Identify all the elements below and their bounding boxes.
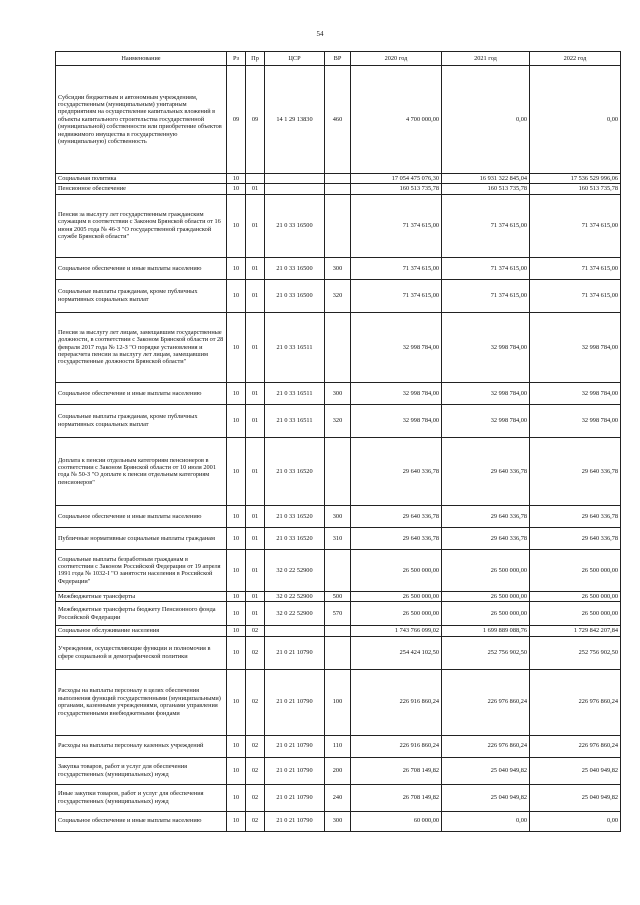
cell-vr	[325, 437, 351, 505]
cell-2021: 26 500 000,00	[442, 591, 530, 601]
cell-csr: 32 0 22 52900	[265, 591, 325, 601]
table-row	[56, 184, 621, 194]
table-row	[56, 602, 621, 626]
cell-pr: 01	[246, 257, 265, 279]
cell-vr: 240	[325, 784, 351, 811]
cell-2020: 26 708 149,82	[351, 784, 442, 811]
table-row	[56, 194, 621, 257]
cell-2022: 32 998 784,00	[530, 404, 621, 437]
cell-vr: 320	[325, 404, 351, 437]
cell-name: Расходы на выплаты персоналу казенных учреждений	[56, 735, 227, 757]
cell-2020: 254 424 102,50	[351, 636, 442, 669]
cell-vr: 300	[325, 257, 351, 279]
cell-rz: 10	[227, 626, 246, 636]
cell-name: Учреждения, осуществляющие функции и полномочия в сфере социальной и демографической политики	[56, 636, 227, 669]
cell-name: Субсидии бюджетным и автономным учреждениям, государственным (муниципальным) унитарным предприятиям на осуществление капитальных вложений в объекты капитального строительства государственной (муниципальной) собственности или приобретение объектов недвижимого имущества в государственную (муниципальную) собственность	[56, 66, 227, 174]
cell-vr	[325, 549, 351, 591]
cell-2021: 32 998 784,00	[442, 382, 530, 404]
table-row	[56, 174, 621, 184]
col-header-rz: Рз	[227, 52, 246, 66]
cell-name: Межбюджетные трансферты	[56, 591, 227, 601]
cell-2020: 32 998 784,00	[351, 312, 442, 382]
cell-2021: 32 998 784,00	[442, 312, 530, 382]
cell-2020: 26 500 000,00	[351, 591, 442, 601]
cell-2021: 0,00	[442, 811, 530, 831]
cell-pr: 01	[246, 602, 265, 626]
table-row	[56, 312, 621, 382]
cell-rz: 10	[227, 636, 246, 669]
cell-pr: 01	[246, 312, 265, 382]
cell-2021: 26 500 000,00	[442, 602, 530, 626]
cell-name: Пенсия за выслугу лет лицам, замещавшим государственные должности, в соответствии с Законом Брянской области от 28 февраля 2017 года № 12-З "О порядке установления и перерасчета пенсии за выслугу лет лицам, замещавшим государственные должности Брянской области"	[56, 312, 227, 382]
table-row	[56, 66, 621, 174]
cell-rz: 10	[227, 279, 246, 312]
cell-vr	[325, 626, 351, 636]
cell-2021: 160 513 735,78	[442, 184, 530, 194]
cell-2022: 71 374 615,00	[530, 257, 621, 279]
cell-csr: 21 0 21 10790	[265, 636, 325, 669]
cell-rz: 10	[227, 257, 246, 279]
cell-rz: 10	[227, 312, 246, 382]
budget-table	[55, 51, 621, 832]
cell-vr	[325, 312, 351, 382]
table-row	[56, 626, 621, 636]
cell-2021: 29 640 336,78	[442, 527, 530, 549]
cell-2022: 226 976 860,24	[530, 735, 621, 757]
cell-2020: 29 640 336,78	[351, 527, 442, 549]
col-header-2021: 2021 год	[442, 52, 530, 66]
cell-2022: 26 500 000,00	[530, 549, 621, 591]
cell-2022: 32 998 784,00	[530, 312, 621, 382]
table-row	[56, 549, 621, 591]
cell-name: Доплата к пенсии отдельным категориям пенсионеров в соответствии с Законом Брянской области от 10 июля 2001 года № 50-З "О доплате к пенсии отдельным категориям пенсионеров"	[56, 437, 227, 505]
cell-rz: 10	[227, 404, 246, 437]
cell-name: Социальное обеспечение и иные выплаты населению	[56, 382, 227, 404]
cell-2020: 60 000,00	[351, 811, 442, 831]
table-row	[56, 404, 621, 437]
cell-csr: 21 0 33 16500	[265, 279, 325, 312]
table-row	[56, 735, 621, 757]
cell-vr: 300	[325, 382, 351, 404]
cell-2022: 1 729 842 207,84	[530, 626, 621, 636]
cell-csr: 21 0 21 10790	[265, 757, 325, 784]
cell-2022: 17 536 529 996,06	[530, 174, 621, 184]
cell-2020: 226 916 860,24	[351, 669, 442, 735]
cell-2021: 29 640 336,78	[442, 505, 530, 527]
cell-2022: 226 976 860,24	[530, 669, 621, 735]
cell-2022: 25 040 949,82	[530, 784, 621, 811]
cell-pr: 01	[246, 527, 265, 549]
table-row	[56, 437, 621, 505]
cell-2022: 29 640 336,78	[530, 437, 621, 505]
cell-name: Социальные выплаты гражданам, кроме публичных нормативных социальных выплат	[56, 279, 227, 312]
cell-2022: 252 756 902,50	[530, 636, 621, 669]
cell-pr: 02	[246, 757, 265, 784]
col-header-vr: ВР	[325, 52, 351, 66]
cell-pr: 01	[246, 382, 265, 404]
cell-2020: 71 374 615,00	[351, 279, 442, 312]
cell-name: Социальное обслуживание населения	[56, 626, 227, 636]
cell-csr: 14 1 29 13830	[265, 66, 325, 174]
cell-rz: 10	[227, 194, 246, 257]
cell-2020: 226 916 860,24	[351, 735, 442, 757]
cell-2022: 160 513 735,78	[530, 184, 621, 194]
cell-2020: 71 374 615,00	[351, 257, 442, 279]
cell-2020: 17 054 475 076,30	[351, 174, 442, 184]
cell-2021: 0,00	[442, 66, 530, 174]
cell-rz: 09	[227, 66, 246, 174]
cell-pr: 01	[246, 194, 265, 257]
cell-pr: 01	[246, 437, 265, 505]
cell-name: Пенсия за выслугу лет государственным гражданским служащим в соответствии с Законом Брянской области от 16 июня 2005 года № 46-З "О государственной гражданской службе Брянской области"	[56, 194, 227, 257]
table-row	[56, 257, 621, 279]
table-row	[56, 527, 621, 549]
cell-name: Межбюджетные трансферты бюджету Пенсионного фонда Российской Федерации	[56, 602, 227, 626]
cell-pr: 01	[246, 404, 265, 437]
cell-2021: 71 374 615,00	[442, 257, 530, 279]
table-header-row	[56, 52, 621, 66]
cell-2021: 26 500 000,00	[442, 549, 530, 591]
col-header-pr: Пр	[246, 52, 265, 66]
cell-2021: 71 374 615,00	[442, 194, 530, 257]
cell-2021: 226 976 860,24	[442, 735, 530, 757]
table-row	[56, 811, 621, 831]
cell-2022: 71 374 615,00	[530, 279, 621, 312]
cell-2020: 32 998 784,00	[351, 404, 442, 437]
cell-2021: 32 998 784,00	[442, 404, 530, 437]
cell-name: Иные закупки товаров, работ и услуг для обеспечения государственных (муниципальных) нужд	[56, 784, 227, 811]
cell-csr: 21 0 33 16511	[265, 382, 325, 404]
table-row	[56, 382, 621, 404]
cell-2020: 26 708 149,82	[351, 757, 442, 784]
cell-2022: 29 640 336,78	[530, 505, 621, 527]
cell-csr: 21 0 21 10790	[265, 784, 325, 811]
table-body	[56, 66, 621, 832]
cell-rz: 10	[227, 382, 246, 404]
cell-2020: 160 513 735,78	[351, 184, 442, 194]
cell-2021: 16 931 322 845,04	[442, 174, 530, 184]
cell-rz: 10	[227, 811, 246, 831]
table-row	[56, 669, 621, 735]
cell-2022: 25 040 949,82	[530, 757, 621, 784]
table-row	[56, 784, 621, 811]
cell-name: Социальная политика	[56, 174, 227, 184]
cell-vr	[325, 184, 351, 194]
cell-csr: 21 0 21 10790	[265, 811, 325, 831]
cell-2021: 25 040 949,82	[442, 784, 530, 811]
cell-pr: 02	[246, 811, 265, 831]
cell-pr: 01	[246, 591, 265, 601]
cell-vr: 500	[325, 591, 351, 601]
cell-rz: 10	[227, 184, 246, 194]
col-header-csr: ЦСР	[265, 52, 325, 66]
cell-csr: 32 0 22 52900	[265, 549, 325, 591]
cell-pr: 09	[246, 66, 265, 174]
cell-2021: 252 756 902,50	[442, 636, 530, 669]
cell-rz: 10	[227, 591, 246, 601]
cell-2022: 26 500 000,00	[530, 591, 621, 601]
cell-pr: 02	[246, 636, 265, 669]
cell-2021: 1 699 889 088,76	[442, 626, 530, 636]
cell-2022: 29 640 336,78	[530, 527, 621, 549]
cell-rz: 10	[227, 735, 246, 757]
cell-2022: 0,00	[530, 66, 621, 174]
cell-csr: 21 0 33 16520	[265, 505, 325, 527]
table-row	[56, 279, 621, 312]
cell-csr: 21 0 33 16511	[265, 404, 325, 437]
cell-vr: 570	[325, 602, 351, 626]
cell-csr: 32 0 22 52900	[265, 602, 325, 626]
cell-pr	[246, 174, 265, 184]
col-header-name: Наименование	[56, 52, 227, 66]
cell-pr: 02	[246, 626, 265, 636]
cell-csr	[265, 174, 325, 184]
cell-2020: 29 640 336,78	[351, 505, 442, 527]
cell-vr: 310	[325, 527, 351, 549]
col-header-2020: 2020 год	[351, 52, 442, 66]
cell-rz: 10	[227, 527, 246, 549]
cell-vr: 300	[325, 505, 351, 527]
cell-rz: 10	[227, 784, 246, 811]
cell-rz: 10	[227, 174, 246, 184]
cell-rz: 10	[227, 602, 246, 626]
cell-vr: 200	[325, 757, 351, 784]
cell-rz: 10	[227, 669, 246, 735]
cell-csr: 21 0 21 10790	[265, 735, 325, 757]
cell-vr: 300	[325, 811, 351, 831]
cell-2021: 71 374 615,00	[442, 279, 530, 312]
cell-pr: 01	[246, 505, 265, 527]
cell-csr: 21 0 21 10790	[265, 669, 325, 735]
cell-2020: 29 640 336,78	[351, 437, 442, 505]
cell-pr: 01	[246, 184, 265, 194]
cell-pr: 02	[246, 735, 265, 757]
cell-name: Социальное обеспечение и иные выплаты населению	[56, 257, 227, 279]
cell-vr	[325, 636, 351, 669]
cell-csr: 21 0 33 16520	[265, 527, 325, 549]
cell-2020: 32 998 784,00	[351, 382, 442, 404]
cell-2022: 26 500 000,00	[530, 602, 621, 626]
cell-name: Закупка товаров, работ и услуг для обеспечения государственных (муниципальных) нужд	[56, 757, 227, 784]
cell-pr: 02	[246, 669, 265, 735]
cell-name: Расходы на выплаты персоналу в целях обеспечения выполнения функций государственными (муниципальными) органами, казенными учреждениями, органами управления государственными внебюджетными фондами	[56, 669, 227, 735]
cell-csr: 21 0 33 16511	[265, 312, 325, 382]
cell-rz: 10	[227, 505, 246, 527]
cell-vr	[325, 194, 351, 257]
cell-vr: 320	[325, 279, 351, 312]
table-row	[56, 636, 621, 669]
cell-rz: 10	[227, 549, 246, 591]
table-row	[56, 591, 621, 601]
cell-2022: 0,00	[530, 811, 621, 831]
cell-2020: 71 374 615,00	[351, 194, 442, 257]
cell-csr: 21 0 33 16520	[265, 437, 325, 505]
cell-2021: 25 040 949,82	[442, 757, 530, 784]
cell-csr: 21 0 33 16500	[265, 194, 325, 257]
col-header-2022: 2022 год	[530, 52, 621, 66]
cell-2020: 1 743 766 099,02	[351, 626, 442, 636]
cell-csr	[265, 626, 325, 636]
cell-vr: 110	[325, 735, 351, 757]
cell-vr: 100	[325, 669, 351, 735]
cell-csr	[265, 184, 325, 194]
cell-2020: 26 500 000,00	[351, 549, 442, 591]
cell-name: Социальные выплаты безработным гражданам в соответствии с Законом Российской Федерации от 19 апреля 1991 года № 1032-I "О занятости населения в Российской Федерации"	[56, 549, 227, 591]
cell-rz: 10	[227, 757, 246, 784]
cell-2021: 29 640 336,78	[442, 437, 530, 505]
page-number: 54	[316, 30, 324, 38]
cell-2021: 226 976 860,24	[442, 669, 530, 735]
cell-name: Социальное обеспечение и иные выплаты населению	[56, 505, 227, 527]
table-row	[56, 505, 621, 527]
cell-name: Социальные выплаты гражданам, кроме публичных нормативных социальных выплат	[56, 404, 227, 437]
cell-pr: 02	[246, 784, 265, 811]
table-row	[56, 757, 621, 784]
cell-name: Социальное обеспечение и иные выплаты населению	[56, 811, 227, 831]
cell-pr: 01	[246, 549, 265, 591]
cell-2020: 4 700 000,00	[351, 66, 442, 174]
cell-vr: 460	[325, 66, 351, 174]
cell-2020: 26 500 000,00	[351, 602, 442, 626]
cell-rz: 10	[227, 437, 246, 505]
cell-name: Публичные нормативные социальные выплаты гражданам	[56, 527, 227, 549]
cell-csr: 21 0 33 16500	[265, 257, 325, 279]
cell-name: Пенсионное обеспечение	[56, 184, 227, 194]
cell-vr	[325, 174, 351, 184]
cell-2022: 71 374 615,00	[530, 194, 621, 257]
cell-2022: 32 998 784,00	[530, 382, 621, 404]
cell-pr: 01	[246, 279, 265, 312]
